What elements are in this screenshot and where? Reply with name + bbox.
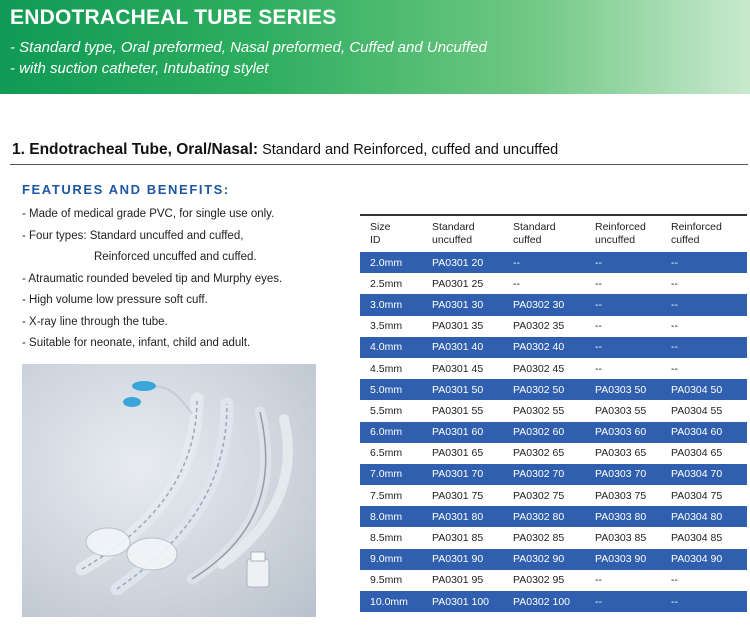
table-cell: PA0303 90 [595,553,647,566]
table-cell: -- [671,320,678,333]
table-cell: PA0301 75 [432,489,484,502]
table-cell: PA0301 55 [432,404,484,417]
table-row [360,379,747,400]
table-cell: PA0302 65 [513,447,565,460]
table-cell: 3.0mm [370,298,403,311]
table-cell: 2.5mm [370,277,403,290]
feature-item: - Made of medical grade PVC, for single use only. [22,208,275,220]
table-cell: PA0303 60 [595,426,647,439]
table-cell: PA0302 85 [513,532,565,545]
banner-subtitle-line-2: - with suction catheter, Intubating stylet [10,60,269,77]
header-reinforced-cuffed: Reinforced cuffed [671,221,722,246]
table-row [360,464,747,485]
table-row [360,591,747,612]
table-cell: 3.5mm [370,320,403,333]
table-cell: PA0301 70 [432,468,484,481]
table-cell: PA0303 85 [595,532,647,545]
header-standard-cuffed: Standard cuffed [513,221,556,246]
table-row [360,358,747,379]
table-cell: PA0302 70 [513,468,565,481]
table-cell: -- [671,256,678,269]
table-cell: 9.0mm [370,553,403,566]
table-cell: 6.0mm [370,426,403,439]
feature-list [22,206,342,357]
page-title: ENDOTRACHEAL TUBE SERIES [10,6,337,29]
banner-subtitle-line-1: - Standard type, Oral preformed, Nasal preformed, Cuffed and Uncuffed [10,39,487,56]
table-row [360,422,747,443]
table-row [360,252,747,273]
table-cell: PA0303 50 [595,383,647,396]
table-cell: PA0302 45 [513,362,565,375]
feature-item: - High volume low pressure soft cuff. [22,294,208,306]
table-row [360,485,747,506]
table-cell: PA0301 100 [432,595,490,608]
section-heading-rest: Standard and Reinforced, cuffed and uncuffed [258,142,559,158]
table-cell: PA0304 90 [671,553,723,566]
table-cell: PA0304 75 [671,489,723,502]
table-cell: PA0302 50 [513,383,565,396]
table-cell: PA0302 30 [513,298,565,311]
table-row [360,337,747,358]
table-cell: 6.5mm [370,447,403,460]
table-cell: 7.0mm [370,468,403,481]
table-cell: 8.0mm [370,510,403,523]
table-cell: PA0304 80 [671,510,723,523]
table-cell: PA0302 35 [513,320,565,333]
table-cell: PA0303 55 [595,404,647,417]
table-cell: -- [671,277,678,290]
table-cell: PA0301 95 [432,574,484,587]
table-cell: PA0301 60 [432,426,484,439]
table-cell: 10.0mm [370,595,408,608]
table-cell: -- [595,277,602,290]
table-cell: PA0301 50 [432,383,484,396]
header-standard-uncuffed: Standard uncuffed [432,221,475,246]
table-row [360,400,747,421]
table-cell: PA0301 80 [432,510,484,523]
header-banner [0,0,750,94]
table-cell: 8.5mm [370,532,403,545]
table-cell: PA0303 80 [595,510,647,523]
table-cell: 4.0mm [370,341,403,354]
table-row [360,527,747,548]
feature-item: - Atraumatic rounded beveled tip and Murphy eyes. [22,272,283,285]
table-cell: PA0304 85 [671,532,723,545]
table-cell: -- [595,320,602,333]
table-cell: 7.5mm [370,489,403,502]
table-cell: PA0301 90 [432,553,484,566]
table-cell: PA0303 75 [595,489,647,502]
table-row [360,316,747,337]
table-header [360,214,747,252]
table-cell: PA0301 45 [432,362,484,375]
table-cell: PA0302 75 [513,489,565,502]
table-cell: PA0301 35 [432,320,484,333]
table-cell: 4.5mm [370,362,403,375]
feature-item: - Four types: Standard uncuffed and cuffed, [22,229,244,242]
table-cell: PA0303 65 [595,447,647,460]
table-cell: -- [671,362,678,375]
table-row [360,294,747,315]
section-heading [12,141,558,159]
table-cell: -- [595,574,602,587]
table-cell: -- [671,595,678,608]
table-cell: PA0301 85 [432,532,484,545]
table-cell: PA0301 30 [432,298,484,311]
table-cell: -- [671,298,678,311]
table-row [360,443,747,464]
features-title: FEATURES AND BENEFITS: [22,182,230,197]
size-table [360,214,747,612]
feature-item-continuation: Reinforced uncuffed and cuffed. [94,251,257,263]
table-cell: -- [595,595,602,608]
table-cell: -- [595,256,602,269]
table-cell: PA0301 65 [432,447,484,460]
header-size: Size ID [370,221,391,246]
section-divider [10,164,748,165]
table-cell: -- [513,277,520,290]
feature-item: - Suitable for neonate, infant, child and adult. [22,337,251,349]
table-cell: PA0304 65 [671,447,723,460]
table-cell: PA0302 55 [513,404,565,417]
table-cell: PA0302 100 [513,595,571,608]
table-cell: PA0302 80 [513,510,565,523]
table-cell: PA0304 60 [671,426,723,439]
table-cell: PA0302 95 [513,574,565,587]
table-cell: -- [595,298,602,311]
table-cell: -- [671,341,678,354]
table-cell: PA0304 50 [671,383,723,396]
table-cell: 5.0mm [370,383,403,396]
product-photo [22,364,316,617]
table-body [360,252,747,612]
table-cell: 2.0mm [370,256,403,269]
table-cell: PA0302 40 [513,341,565,354]
table-row [360,570,747,591]
table-row [360,273,747,294]
table-row [360,506,747,527]
table-cell: 9.5mm [370,574,403,587]
table-cell: PA0303 70 [595,468,647,481]
table-cell: PA0302 60 [513,426,565,439]
table-cell: PA0304 55 [671,404,723,417]
table-cell: PA0301 25 [432,277,484,290]
table-cell: PA0304 70 [671,468,723,481]
table-cell: PA0301 40 [432,341,484,354]
table-cell: -- [513,256,520,269]
section-heading-bold: 1. Endotracheal Tube, Oral/Nasal: [12,141,259,158]
table-row [360,549,747,570]
table-cell: -- [595,341,602,354]
endotracheal-tube-illustration [22,364,316,617]
table-cell: -- [595,362,602,375]
table-cell: PA0302 90 [513,553,565,566]
header-reinforced-uncuffed: Reinforced uncuffed [595,221,646,246]
feature-item: - X-ray line through the tube. [22,315,168,328]
table-cell: 5.5mm [370,404,403,417]
table-cell: PA0301 20 [432,256,484,269]
table-cell: -- [671,574,678,587]
